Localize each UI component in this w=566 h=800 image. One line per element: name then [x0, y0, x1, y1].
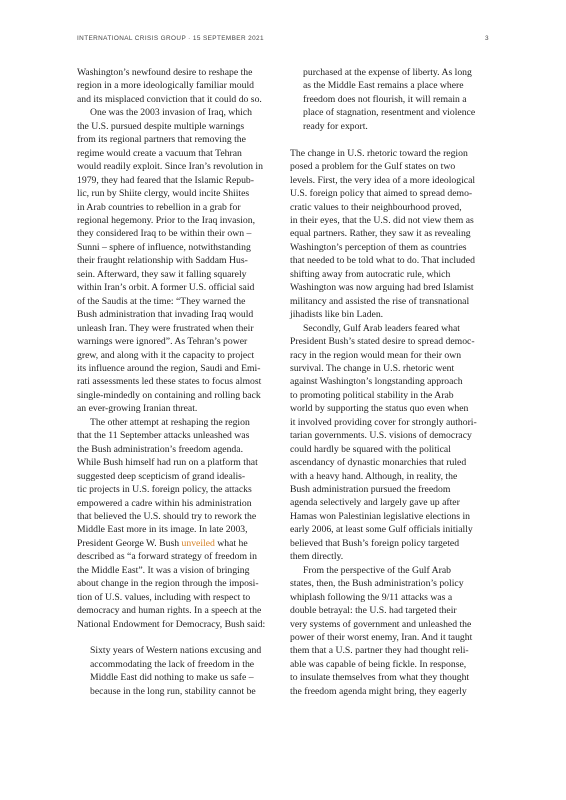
- paragraph: [77, 550, 277, 631]
- text-line: the Bush administration’s freedom agenda.: [77, 443, 243, 455]
- paragraph: [77, 416, 277, 537]
- text-line: double betrayal: the U.S. had targeted their: [290, 605, 457, 617]
- text-line: freedom does not flourish, it will remain a: [303, 93, 467, 105]
- text-line: states, then, the Bush administration’s policy: [290, 578, 464, 590]
- text-line: because in the long run, stability cannot be: [90, 685, 256, 697]
- header-org-date: INTERNATIONAL CRISIS GROUP · 15 SEPTEMBER 2021: [77, 35, 264, 42]
- text-line: world by supporting the status quo even when: [290, 403, 469, 415]
- text-line: described as “a forward strategy of freedom in: [77, 551, 257, 563]
- text-line: whiplash following the 9/11 attacks was a: [290, 591, 453, 603]
- text-line: of the Saudis at the time: “They warned the: [77, 295, 246, 307]
- text-line: region in a more ideologically familiar mould: [77, 80, 255, 92]
- page-header: [77, 35, 489, 47]
- text-line: its influence around the region, Saudi and Emi-: [77, 362, 261, 374]
- page-number: 3: [485, 35, 489, 42]
- text-line: their fraught relationship with Saddam Hus-: [77, 255, 248, 267]
- text-line: that needed to be told what to do. That included: [290, 255, 475, 267]
- text-line: in their eyes, that the U.S. did not view them as: [290, 214, 474, 226]
- text-line: sein. Afterward, they saw it falling squarely: [77, 268, 247, 280]
- text-line: U.S. foreign policy that aimed to spread demo-: [290, 188, 473, 200]
- text-line: 1979, they had feared that the Islamic Repub-: [77, 174, 255, 186]
- text-line: racy in the region would mean for their own: [290, 349, 462, 361]
- text-line: Secondly, Gulf Arab leaders feared what: [303, 322, 460, 334]
- text-line: empowered a cadre within his administration: [77, 497, 252, 509]
- text-line: the U.S. pursued despite multiple warnings: [77, 120, 245, 132]
- text-line: democracy and human rights. In a speech at the: [77, 605, 262, 617]
- text-line: Bush administration that invading Iraq would: [77, 309, 254, 321]
- block-quote-continued: [290, 66, 490, 133]
- text-line: cratic values to their neighbourhood proved,: [290, 201, 462, 213]
- text-line: survival. The change in U.S. rhetoric went: [290, 362, 455, 374]
- text-line: able was capable of being fickle. In response,: [290, 658, 467, 670]
- text-line: to promoting political stability in the Arab: [290, 389, 454, 401]
- text-line: shifting away from autocratic rule, which: [290, 268, 451, 280]
- text-line: Washington was now arguing had bred Islamist: [290, 282, 474, 294]
- paragraph: [290, 322, 490, 564]
- text-line: jihadists like bin Laden.: [290, 309, 384, 321]
- block-quote: [77, 644, 277, 698]
- text-line: single-mindedly on containing and rolling back: [77, 389, 261, 401]
- paragraph: [77, 106, 277, 415]
- text-line: it involved providing cover for strongly authori-: [290, 416, 477, 428]
- text-line: that the 11 September attacks unleashed was: [77, 430, 250, 442]
- link-line-prefix: President George W. Bush: [77, 537, 182, 549]
- text-line: tarian governments. U.S. visions of democracy: [290, 430, 472, 442]
- text-line: grew, and along with it the capacity to project: [77, 349, 255, 361]
- text-line: rati assessments led these states to focus almost: [77, 376, 262, 388]
- text-line: levels. First, the very idea of a more ideological: [290, 174, 476, 186]
- text-line: with a heavy hand. Although, in reality, the: [290, 470, 458, 482]
- text-line: Middle East did nothing to make us safe –: [90, 672, 254, 684]
- text-line: warnings were ignored”. As Tehran’s power: [77, 336, 248, 348]
- text-line: The change in U.S. rhetoric toward the region: [290, 147, 468, 159]
- text-line: in Arab countries to rebellion in a grab for: [77, 201, 241, 213]
- link-line-suffix: what he: [214, 537, 248, 549]
- text-line: One was the 2003 invasion of Iraq, which: [90, 107, 252, 119]
- text-line: Middle East more in its image. In late 2003,: [77, 524, 248, 536]
- text-line: President Bush’s stated desire to spread democ-: [290, 336, 475, 348]
- paragraph-link-line: [77, 537, 277, 550]
- text-line: militancy and assisted the rise of transnational: [290, 295, 470, 307]
- text-line: ascendancy of dynastic monarchies that ruled: [290, 457, 467, 469]
- text-line: Hamas won Palestinian legislative elections in: [290, 510, 470, 522]
- spacer: [290, 133, 490, 146]
- text-line: within Iran’s orbit. A former U.S. official said: [77, 282, 255, 294]
- text-line: them that a U.S. partner they had thought reli-: [290, 645, 469, 657]
- text-line: an ever-growing Iranian threat.: [77, 403, 198, 415]
- text-line: regional hegemony. Prior to the Iraq invasion,: [77, 214, 256, 226]
- text-line: power of their worst enemy, Iran. And it taught: [290, 632, 473, 644]
- text-line: agenda selectively and largely gave up after: [290, 497, 460, 509]
- spacer: [77, 631, 277, 644]
- text-line: the Middle East”. It was a vision of bringing: [77, 564, 250, 576]
- left-column: [77, 66, 277, 698]
- text-line: against Washington’s longstanding approach: [290, 376, 463, 388]
- text-line: tion of U.S. values, including with respect to: [77, 591, 251, 603]
- text-line: equal partners. Rather, they saw it as revealing: [290, 228, 471, 240]
- text-line: they considered Iraq to be within their own –: [77, 228, 252, 240]
- text-line: would readily exploit. Since Iran’s revolution in: [77, 161, 263, 173]
- text-line: ready for export.: [303, 120, 368, 132]
- text-line: tic projects in U.S. foreign policy, the attacks: [77, 484, 252, 496]
- text-line: regime would create a vacuum that Tehran: [77, 147, 242, 159]
- text-line: The other attempt at reshaping the region: [90, 416, 250, 428]
- text-line: could hardly be squared with the political: [290, 443, 451, 455]
- text-line: place of stagnation, resentment and violence: [303, 107, 476, 119]
- text-line: the freedom agenda might bring, they eagerly: [290, 685, 467, 697]
- paragraph: [290, 147, 490, 322]
- paragraph: [77, 66, 277, 106]
- text-line: lic, run by Shiite clergy, would incite Shiites: [77, 188, 250, 200]
- text-line: Sunni – sphere of influence, notwithstanding: [77, 241, 251, 253]
- text-line: that believed the U.S. should try to rework the: [77, 510, 257, 522]
- text-line: to insulate themselves from what they thought: [290, 672, 470, 684]
- right-column: [290, 66, 490, 698]
- text-line: Bush administration pursued the freedom: [290, 484, 451, 496]
- text-line: and its misplaced conviction that it could do so.: [77, 93, 262, 105]
- text-line: While Bush himself had run on a platform that: [77, 457, 258, 469]
- unveiled-link[interactable]: unveiled: [181, 537, 215, 549]
- text-line: them directly.: [290, 551, 344, 563]
- text-line: purchased at the expense of liberty. As long: [303, 67, 472, 78]
- text-line: believed that Bush’s foreign policy targeted: [290, 537, 460, 549]
- text-line: From the perspective of the Gulf Arab: [303, 564, 451, 576]
- text-line: National Endowment for Democracy, Bush said:: [77, 618, 266, 630]
- text-line: suggested deep scepticism of grand idealis-: [77, 470, 246, 482]
- paragraph: [290, 564, 490, 699]
- text-line: Washington’s newfound desire to reshape the: [77, 67, 253, 78]
- text-line: very systems of government and unleashed the: [290, 618, 472, 630]
- text-line: as the Middle East remains a place where: [303, 80, 464, 92]
- text-line: unleash Iran. They were frustrated when their: [77, 322, 254, 334]
- text-line: about change in the region through the imposi-: [77, 578, 259, 590]
- text-line: Washington’s perception of them as countries: [290, 241, 467, 253]
- text-line: from its regional partners that removing the: [77, 134, 246, 146]
- text-line: accommodating the lack of freedom in the: [90, 658, 255, 670]
- text-line: Sixty years of Western nations excusing and: [90, 645, 262, 657]
- text-line: early 2006, at least some Gulf officials initially: [290, 524, 473, 536]
- text-line: posed a problem for the Gulf states on two: [290, 161, 456, 173]
